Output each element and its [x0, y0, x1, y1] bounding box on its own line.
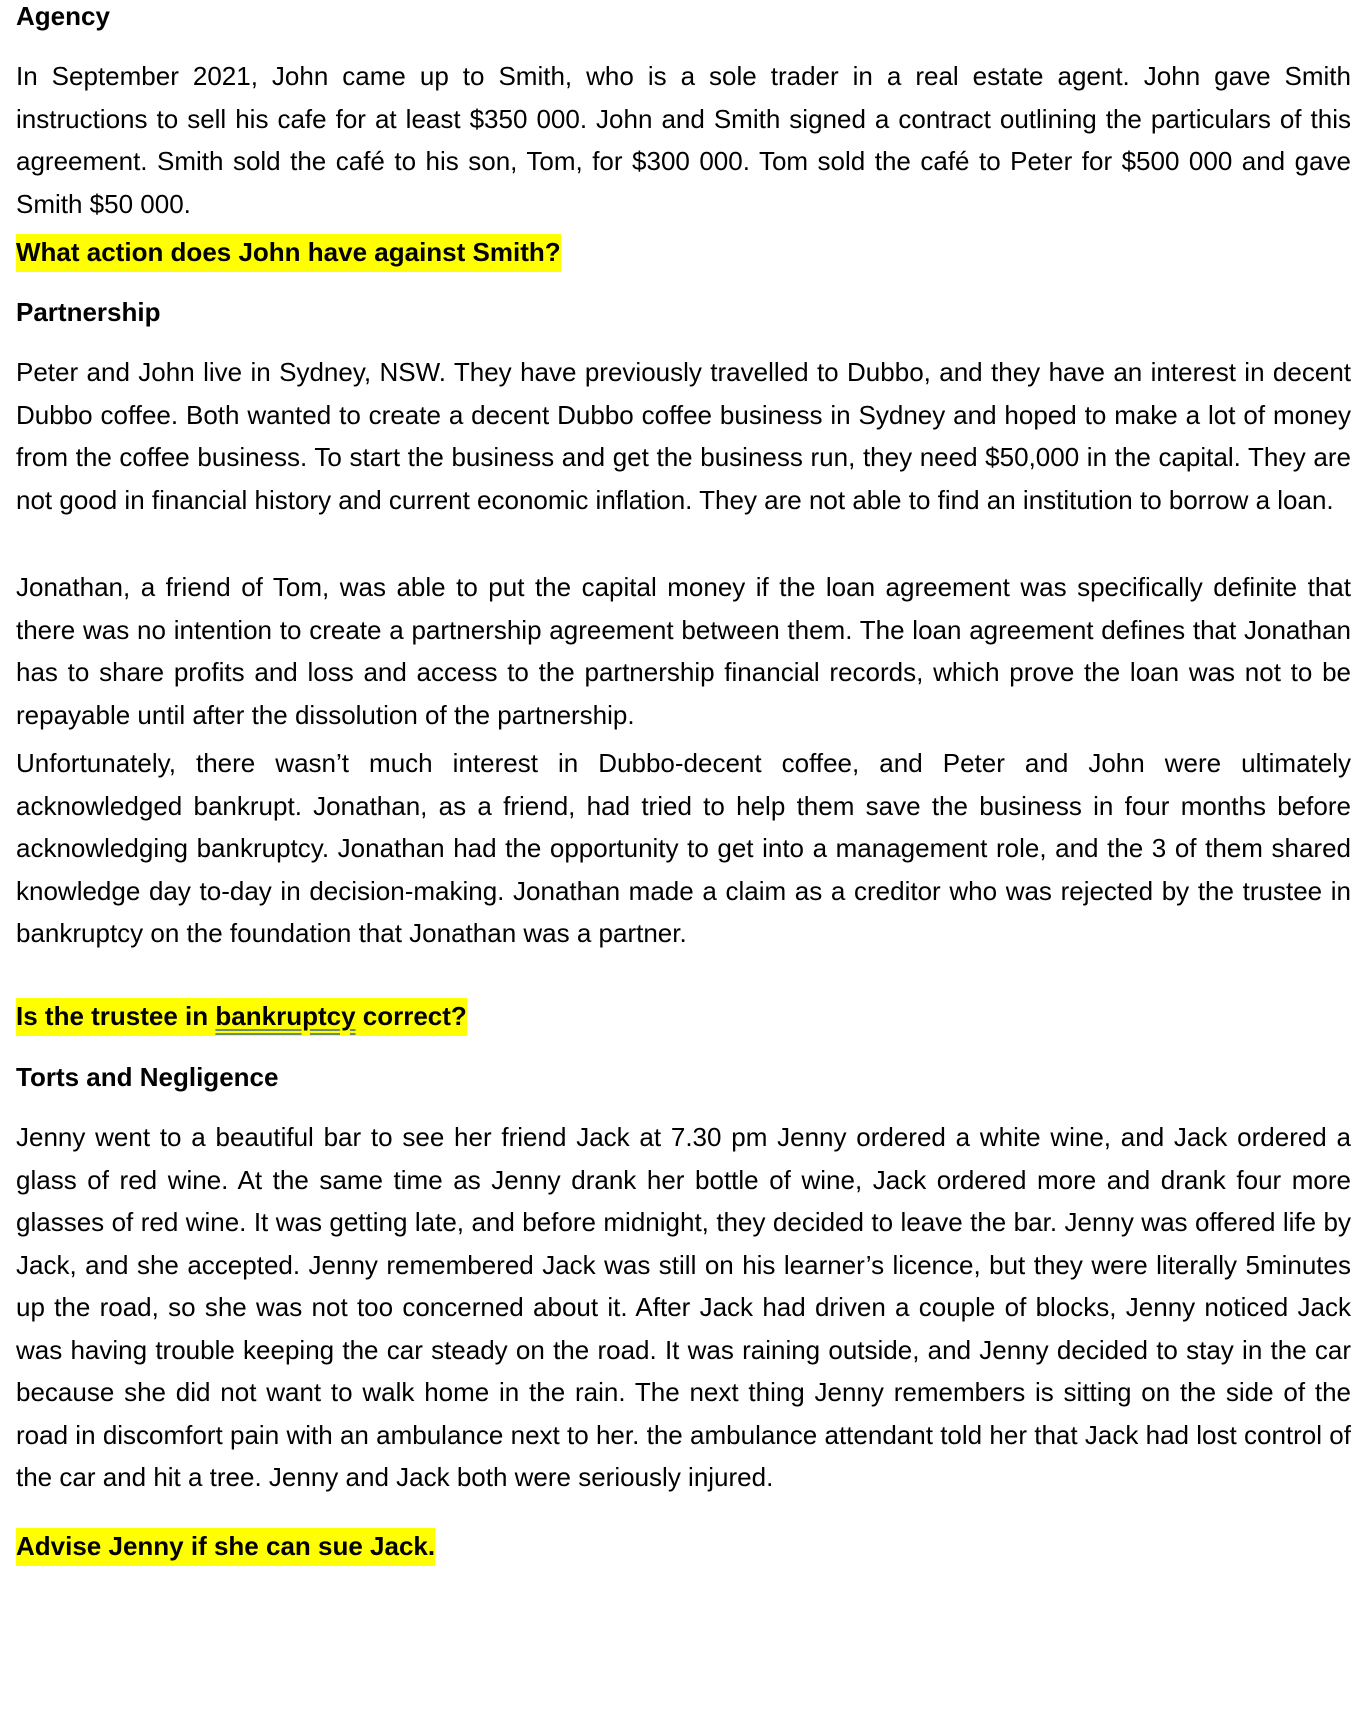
agency-heading-block: [16, 0, 110, 36]
agency-paragraph: In September 2021, John came up to Smith, who is a sole trader in a real estate agent. John gave Smith instructions to sell his cafe for at least $350 000. John and Smith signed a contract outlining the particulars of this agreement. Smith sold the café to his son, Tom, for $300 000. Tom sold the café to Peter for $500 000 and gave Smith $50 000.: [16, 61, 1351, 219]
torts-heading-block: [16, 1057, 278, 1097]
torts-question: [16, 1526, 435, 1566]
partnership-paragraph-3-block: [16, 742, 1351, 955]
torts-heading: Torts and Negligence: [16, 1062, 279, 1092]
partnership-question-pre: Is the trustee in: [16, 1001, 216, 1031]
agency-paragraph-block: [16, 55, 1351, 225]
partnership-paragraph-2: Jonathan, a friend of Tom, was able to put the capital money if the loan agreement was specifically definite that there was no intention to create a partnership agreement between them. The loan agreement defines that Jonathan has to share profits and loss and access to the partnership financial records, which prove the loan was not to be repayable until after the dissolution of the partnership.: [16, 572, 1351, 730]
partnership-question-block: [16, 996, 467, 1036]
partnership-paragraph-1: Peter and John live in Sydney, NSW. They have previously travelled to Dubbo, and they have an interest in decent Dubbo coffee. Both wanted to create a decent Dubbo coffee business in Sydney and hoped to make a lot of money from the coffee business. To start the business and get the business run, they need $50,000 in the capital. They are not good in financial history and current economic inflation. They are not able to find an institution to borrow a loan.: [16, 357, 1351, 515]
agency-question-block: [16, 232, 561, 272]
partnership-paragraph-1-block: [16, 351, 1351, 521]
torts-question-block: [16, 1526, 435, 1566]
partnership-paragraph-3: Unfortunately, there wasn’t much interest in Dubbo-decent coffee, and Peter and John were ultimately acknowledged bankrupt. Jonathan, as a friend, had tried to help them save the business in four months before acknowledging bankruptcy. Jonathan had the opportunity to get into a management role, and the 3 of them shared knowledge day to-day in decision-making. Jonathan made a claim as a creditor who was rejected by the trustee in bankruptcy on the foundation that Jonathan was a partner.: [16, 748, 1351, 948]
agency-question: [16, 232, 561, 272]
partnership-question-underlined: bankruptcy: [215, 1001, 356, 1031]
torts-paragraph: Jenny went to a beautiful bar to see her friend Jack at 7.30 pm Jenny ordered a white wine, and Jack ordered a glass of red wine. At the same time as Jenny drank her bottle of wine, Jack ordered more and drank four more glasses of red wine. It was getting late, and before midnight, they decided to leave the bar. Jenny was offered life by Jack, and she accepted. Jenny remembered Jack was still on his learner’s licence, but they were literally 5minutes up the road, so she was not too concerned about it. After Jack had driven a couple of blocks, Jenny noticed Jack was having trouble keeping the car steady on the road. It was raining outside, and Jenny decided to stay in the car because she did not want to walk home in the rain. The next thing Jenny remembers is sitting on the side of the road in discomfort pain with an ambulance next to her. the ambulance attendant told her that Jack had lost control of the car and hit a tree. Jenny and Jack both were seriously injured.: [16, 1122, 1351, 1492]
torts-paragraph-block: [16, 1116, 1351, 1499]
partnership-heading: Partnership: [16, 297, 161, 327]
partnership-paragraph-2-block: [16, 566, 1351, 736]
partnership-heading-block: [16, 292, 161, 332]
agency-heading: Agency: [16, 1, 110, 31]
agency-question-text: What action does John have against Smith?: [16, 234, 561, 272]
partnership-question: [16, 996, 467, 1036]
partnership-question-post: correct?: [355, 1001, 467, 1031]
torts-question-text: Advise Jenny if she can sue Jack.: [16, 1528, 435, 1566]
partnership-question-highlight: [16, 998, 467, 1036]
